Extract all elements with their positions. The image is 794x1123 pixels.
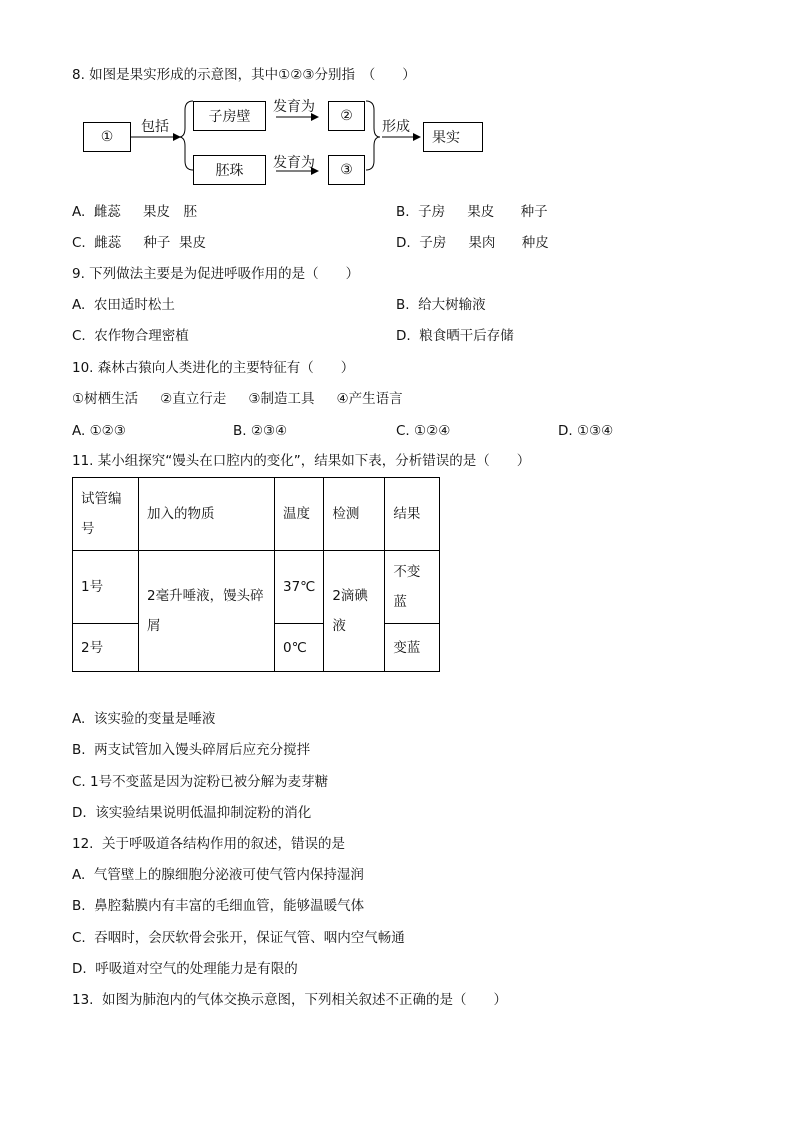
q9-stem: 9. 下列做法主要是为促进呼吸作用的是（ ） — [72, 266, 360, 282]
box-fruit: 果实 — [423, 122, 483, 152]
header-test: 检测 — [324, 478, 385, 551]
table-header-row — [73, 478, 440, 551]
q8-stem: 8. 如图是果实形成的示意图，其中①②③分别指 （ ） — [72, 67, 416, 83]
q9-option-a: A. 农田适时松土 — [72, 297, 175, 313]
q11-option-d: D. 该实验结果说明低温抑制淀粉的消化 — [72, 805, 312, 821]
q8-option-b: B. 子房 果皮 种子 — [396, 204, 548, 220]
box-3: ③ — [328, 155, 365, 185]
cell-added: 2毫升唾液，馒头碎屑 — [139, 551, 275, 672]
q13-stem: 13. 如图为肺泡内的气体交换示意图，下列相关叙述不正确的是（ ） — [72, 992, 508, 1008]
box-ovary-wall: 子房壁 — [193, 101, 266, 131]
left-brace — [179, 101, 193, 170]
q10-stem: 10. 森林古猿向人类进化的主要特征有（ ） — [72, 360, 355, 376]
q12-option-b: B. 鼻腔黏膜内有丰富的毛细血管，能够温暖气体 — [72, 898, 365, 914]
q10-option-d: D. ①③④ — [558, 423, 614, 439]
q9-option-b: B. 给大树输液 — [396, 297, 486, 313]
q12-option-d: D. 呼吸道对空气的处理能力是有限的 — [72, 961, 298, 977]
label-include: 包括 — [141, 119, 169, 135]
row2-temp: 0℃ — [275, 624, 324, 672]
q10-option-b: B. ②③④ — [233, 423, 288, 439]
q11-option-c: C. 1号不变蓝是因为淀粉已被分解为麦芽糖 — [72, 774, 329, 790]
header-added: 加入的物质 — [139, 478, 275, 551]
q9-option-c: C. 农作物合理密植 — [72, 328, 189, 344]
row2-result: 变蓝 — [385, 624, 440, 672]
header-result: 结果 — [385, 478, 440, 551]
q11-option-a: A. 该实验的变量是唾液 — [72, 711, 216, 727]
q12-stem: 12. 关于呼吸道各结构作用的叙述，错误的是 — [72, 836, 346, 852]
q12-option-a: A. 气管壁上的腺细胞分泌液可使气管内保持湿润 — [72, 867, 364, 883]
q10-items: ①树栖生活 ②直立行走 ③制造工具 ④产生语言 — [72, 391, 403, 407]
box-ovule: 胚珠 — [193, 155, 266, 185]
row1-temp: 37℃ — [275, 551, 324, 624]
q8-option-d: D. 子房 果肉 种皮 — [396, 235, 549, 251]
label-form: 形成 — [382, 119, 410, 135]
diagram-lines — [0, 0, 794, 200]
q10-option-c: C. ①②④ — [396, 423, 451, 439]
q8-option-a: A. 雌蕊 果皮 胚 — [72, 204, 197, 220]
header-tube: 试管编号 — [73, 478, 139, 551]
right-brace — [366, 101, 380, 170]
q10-option-a: A. ①②③ — [72, 423, 126, 439]
experiment-table — [72, 477, 440, 672]
row2-tube: 2号 — [73, 624, 139, 672]
label-develop-1: 发育为 — [273, 99, 315, 115]
box-2: ② — [328, 101, 365, 131]
q11-option-b: B. 两支试管加入馒头碎屑后应充分搅拌 — [72, 742, 311, 758]
q9-option-d: D. 粮食晒干后存储 — [396, 328, 514, 344]
row1-tube: 1号 — [73, 551, 139, 624]
q8-option-c: C. 雌蕊 种子 果皮 — [72, 235, 206, 251]
box-1: ① — [83, 122, 131, 152]
header-temp: 温度 — [275, 478, 324, 551]
row1-result: 不变蓝 — [385, 551, 440, 624]
label-develop-2: 发育为 — [273, 155, 315, 171]
q12-option-c: C. 吞咽时，会厌软骨会张开，保证气管、咽内空气畅通 — [72, 930, 405, 946]
table-row — [73, 551, 440, 624]
cell-test: 2滴碘液 — [324, 551, 385, 672]
q11-stem: 11. 某小组探究“馒头在口腔内的变化”，结果如下表，分析错误的是（ ） — [72, 453, 531, 469]
